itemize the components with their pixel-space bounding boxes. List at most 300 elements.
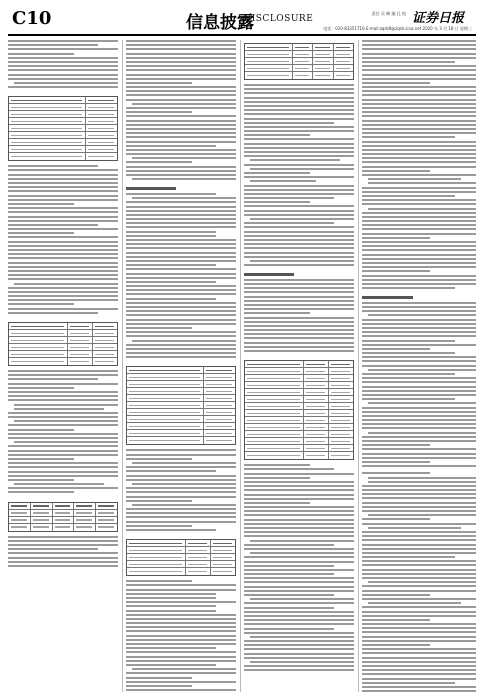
text-line (8, 236, 118, 238)
table-cell (9, 517, 31, 523)
text-line (362, 518, 430, 520)
text-line (244, 189, 354, 191)
text-line (126, 273, 236, 275)
table-cell (31, 517, 53, 523)
text-line (126, 314, 236, 316)
text-line (126, 348, 236, 350)
table-cell (245, 410, 304, 416)
text-line (362, 472, 430, 474)
table-cell (9, 344, 68, 350)
table-cell (245, 389, 304, 395)
table-cell (127, 561, 186, 567)
text-line (244, 485, 354, 487)
table-cell (245, 361, 304, 367)
table-cell (68, 330, 93, 336)
text-line (126, 145, 216, 147)
text-line (362, 352, 455, 354)
table-row (9, 139, 117, 146)
text-line (362, 427, 476, 429)
text-line (362, 78, 476, 80)
text-line (244, 665, 354, 667)
text-line (368, 208, 476, 210)
disclosure-table (126, 366, 236, 445)
text-line (362, 640, 476, 642)
text-line (126, 293, 236, 295)
text-line (244, 561, 354, 563)
table-row (9, 153, 117, 160)
text-line (8, 266, 118, 268)
text-line (362, 394, 476, 396)
text-line (362, 669, 476, 671)
table-row (245, 403, 353, 410)
text-line (244, 481, 354, 483)
text-line (126, 516, 236, 518)
table-cell (245, 403, 304, 409)
text-line (8, 207, 118, 209)
text-line (126, 689, 236, 691)
text-line (362, 377, 476, 379)
table-cell (127, 374, 204, 380)
text-line (8, 57, 118, 59)
text-line (126, 521, 236, 523)
text-line (244, 544, 334, 546)
table-cell (96, 510, 117, 516)
table-row (9, 323, 117, 330)
text-line (126, 302, 236, 304)
text-line (244, 235, 354, 237)
table-row (9, 132, 117, 139)
text-line (244, 468, 334, 470)
table-row (127, 409, 235, 416)
text-line (8, 241, 118, 243)
table-cell (93, 358, 117, 365)
text-line (132, 462, 236, 464)
table-row (245, 361, 353, 368)
text-line (8, 253, 118, 255)
text-line (362, 548, 476, 550)
table-row (127, 367, 235, 374)
text-line (244, 308, 354, 310)
text-line (368, 314, 476, 316)
table-cell (96, 503, 117, 509)
text-line (8, 40, 118, 42)
text-line (244, 329, 354, 331)
text-line (362, 258, 476, 260)
text-line (8, 65, 118, 67)
text-line (244, 640, 354, 642)
text-line (8, 199, 118, 201)
text-line (126, 664, 216, 666)
text-line (126, 69, 236, 71)
text-line (8, 487, 118, 489)
table-cell (86, 146, 117, 152)
text-line (362, 573, 476, 575)
text-line (244, 514, 354, 516)
text-line (8, 224, 98, 226)
text-line (362, 254, 476, 256)
table-cell (9, 358, 68, 365)
text-line (126, 82, 192, 84)
text-line (126, 626, 236, 628)
text-line (244, 147, 354, 149)
table-cell (211, 568, 235, 575)
table-cell (304, 438, 329, 444)
text-line (362, 539, 476, 541)
text-line (8, 424, 118, 426)
text-line (244, 279, 354, 281)
text-line (368, 527, 461, 529)
table-cell (304, 368, 329, 374)
text-line (362, 166, 476, 168)
table-cell (53, 517, 75, 523)
table-row (127, 423, 235, 430)
text-line (362, 124, 476, 126)
text-line (244, 581, 354, 583)
text-line (362, 535, 476, 537)
section-title-en: DISCLOSURE (244, 14, 314, 24)
text-line (244, 586, 354, 588)
text-line (362, 661, 476, 663)
table-cell (313, 51, 333, 57)
text-line (126, 622, 236, 624)
text-line (362, 615, 476, 617)
text-line (244, 494, 354, 496)
text-line (126, 111, 192, 113)
text-line (126, 281, 216, 283)
table-cell (93, 344, 117, 350)
text-line (244, 201, 310, 203)
newspaper-logo: 证券日报 (411, 11, 464, 26)
text-line (8, 262, 118, 264)
table-cell (245, 452, 304, 459)
table-cell (53, 524, 75, 531)
table-cell (329, 424, 353, 430)
text-line (8, 429, 74, 431)
table-row (9, 503, 117, 510)
text-line (362, 241, 476, 243)
masthead (8, 6, 476, 36)
text-line (362, 444, 430, 446)
text-line (126, 231, 216, 233)
table-cell (204, 395, 235, 401)
table-row (245, 396, 353, 403)
text-line (250, 260, 354, 262)
text-line (8, 232, 74, 234)
text-line (244, 172, 310, 174)
text-line (8, 433, 118, 435)
text-line (126, 99, 236, 101)
text-line (362, 216, 476, 218)
table-cell (293, 58, 313, 64)
text-line (8, 295, 118, 297)
text-line (8, 387, 74, 389)
text-line (362, 373, 455, 375)
text-line (126, 458, 192, 460)
table-cell (127, 540, 186, 546)
text-line (362, 103, 476, 105)
text-line (8, 178, 118, 180)
text-line (126, 310, 236, 312)
text-line (362, 82, 430, 84)
table-cell (96, 524, 117, 531)
table-cell (329, 410, 353, 416)
text-line (8, 211, 118, 213)
text-line (244, 210, 354, 212)
table-cell (304, 410, 329, 416)
text-line (244, 510, 354, 512)
text-line (8, 69, 118, 71)
text-line (244, 113, 354, 115)
text-line (244, 628, 334, 630)
text-line (362, 552, 476, 554)
text-line (362, 569, 476, 571)
text-line (126, 65, 236, 67)
table-row (127, 381, 235, 388)
text-line (244, 317, 354, 319)
text-line (8, 536, 118, 538)
text-line (126, 475, 236, 477)
article-columns (8, 40, 476, 692)
text-line (126, 479, 236, 481)
text-line (8, 475, 118, 477)
table-cell (53, 510, 75, 516)
text-line (132, 504, 236, 506)
table-row (9, 524, 117, 531)
table-row (9, 146, 117, 153)
text-line (362, 40, 476, 42)
text-line (362, 224, 476, 226)
text-line (244, 256, 354, 258)
table-cell (9, 524, 31, 531)
text-line (8, 186, 118, 188)
text-line (362, 560, 476, 562)
text-line (8, 245, 118, 247)
table-cell (304, 389, 329, 395)
text-line (362, 161, 476, 163)
text-line (8, 78, 118, 80)
table-cell (245, 44, 293, 50)
text-line (362, 453, 476, 455)
text-line (132, 483, 236, 485)
text-line (362, 323, 476, 325)
text-line (8, 395, 118, 397)
text-line (244, 205, 354, 207)
table-row (245, 382, 353, 389)
text-line (8, 165, 98, 167)
table-row (9, 510, 117, 517)
table-row (127, 430, 235, 437)
text-line (362, 174, 476, 176)
table-row (127, 547, 235, 554)
text-line (126, 218, 236, 220)
text-line (244, 523, 354, 525)
text-line (244, 247, 354, 249)
text-line (8, 450, 118, 452)
text-line (362, 287, 455, 289)
text-line (126, 124, 236, 126)
text-line (8, 216, 118, 218)
text-line (362, 94, 476, 96)
text-line (362, 423, 476, 425)
text-line (362, 220, 476, 222)
table-cell (9, 125, 86, 131)
text-line (244, 252, 354, 254)
text-line (126, 247, 236, 249)
table-cell (245, 438, 304, 444)
text-line (244, 498, 354, 500)
text-line (8, 479, 74, 481)
page-code: C10 (12, 8, 52, 29)
table-cell (74, 524, 96, 531)
table-cell (86, 139, 117, 145)
table-cell (9, 330, 68, 336)
text-line (244, 477, 310, 479)
text-line (362, 157, 476, 159)
table-row (245, 389, 353, 396)
text-line (362, 461, 430, 463)
section-title-cn: 信息披露 (186, 13, 254, 33)
text-line (244, 325, 354, 327)
text-line (244, 464, 310, 466)
table-cell (9, 510, 31, 516)
text-line (126, 454, 236, 456)
text-line (8, 548, 98, 550)
text-line (362, 228, 476, 230)
text-line (362, 128, 476, 130)
text-line (244, 321, 354, 323)
text-line (126, 214, 236, 216)
text-line (362, 686, 476, 688)
table-cell (204, 388, 235, 394)
column-3 (244, 40, 354, 692)
text-line (244, 569, 354, 571)
text-line (244, 350, 354, 352)
text-line (126, 94, 236, 96)
table-row (127, 568, 235, 575)
text-line (14, 408, 104, 410)
text-line (362, 233, 476, 235)
table-cell (245, 375, 304, 381)
text-line (368, 477, 476, 479)
text-line (8, 540, 118, 542)
text-line (362, 65, 476, 67)
text-line (362, 283, 476, 285)
text-line (362, 544, 476, 546)
text-line (8, 437, 118, 439)
text-line (362, 577, 476, 579)
text-line (362, 115, 476, 117)
text-line (126, 512, 236, 514)
text-line (244, 300, 354, 302)
text-line (362, 141, 476, 143)
text-line (362, 657, 476, 659)
table-cell (204, 430, 235, 436)
text-line (126, 57, 236, 59)
table-row (9, 118, 117, 125)
text-line (362, 302, 476, 304)
table-cell (96, 517, 117, 523)
text-line (8, 471, 118, 473)
text-line (362, 69, 476, 71)
table-cell (127, 402, 204, 408)
text-line (126, 597, 216, 599)
table-cell (9, 351, 68, 357)
text-line (126, 289, 236, 291)
text-line (244, 88, 354, 90)
table-cell (329, 396, 353, 402)
table-cell (245, 382, 304, 388)
text-line (126, 660, 236, 662)
text-line (126, 614, 236, 616)
text-line (362, 506, 476, 508)
table-cell (127, 547, 186, 553)
text-line (362, 665, 476, 667)
text-line (126, 141, 236, 143)
column-4 (362, 40, 476, 692)
text-line (250, 636, 354, 638)
text-line (126, 136, 236, 138)
text-line (244, 283, 354, 285)
text-line (362, 327, 476, 329)
text-line (8, 445, 118, 447)
table-cell (329, 417, 353, 423)
text-line (8, 220, 118, 222)
text-line (362, 279, 476, 281)
table-cell (53, 503, 75, 509)
text-line (362, 86, 476, 88)
text-line (8, 249, 118, 251)
text-line (244, 122, 334, 124)
table-row (245, 58, 353, 65)
table-cell (334, 65, 353, 71)
text-line (132, 178, 236, 180)
text-line (362, 187, 476, 189)
text-line (126, 222, 236, 224)
text-line (244, 92, 354, 94)
text-line (126, 285, 236, 287)
table-cell (9, 118, 86, 124)
text-line (362, 590, 476, 592)
text-line (126, 149, 236, 151)
contact-date-line: 电话：010-83251716 E-mail:zqrb9@zqrb.sina.net 2020 年 3 月 18 日 星期三 (323, 26, 472, 31)
table-row (9, 517, 117, 524)
text-line (126, 618, 236, 620)
table-row (245, 445, 353, 452)
text-line (126, 78, 236, 80)
disclosure-table (8, 322, 118, 366)
text-line (244, 138, 354, 140)
table-cell (245, 72, 293, 79)
table-cell (334, 58, 353, 64)
table-cell (86, 118, 117, 124)
text-line (244, 337, 354, 339)
text-line (362, 411, 476, 413)
text-line (362, 270, 430, 272)
table-cell (313, 72, 333, 79)
text-line (126, 115, 236, 117)
text-line (126, 491, 236, 493)
text-line (14, 420, 118, 422)
table-cell (304, 382, 329, 388)
text-line (126, 128, 236, 130)
text-line (126, 529, 216, 531)
text-line (8, 370, 118, 372)
text-line (362, 594, 430, 596)
text-line (244, 105, 354, 107)
table-cell (304, 403, 329, 409)
table-cell (304, 417, 329, 423)
text-line (8, 491, 74, 493)
